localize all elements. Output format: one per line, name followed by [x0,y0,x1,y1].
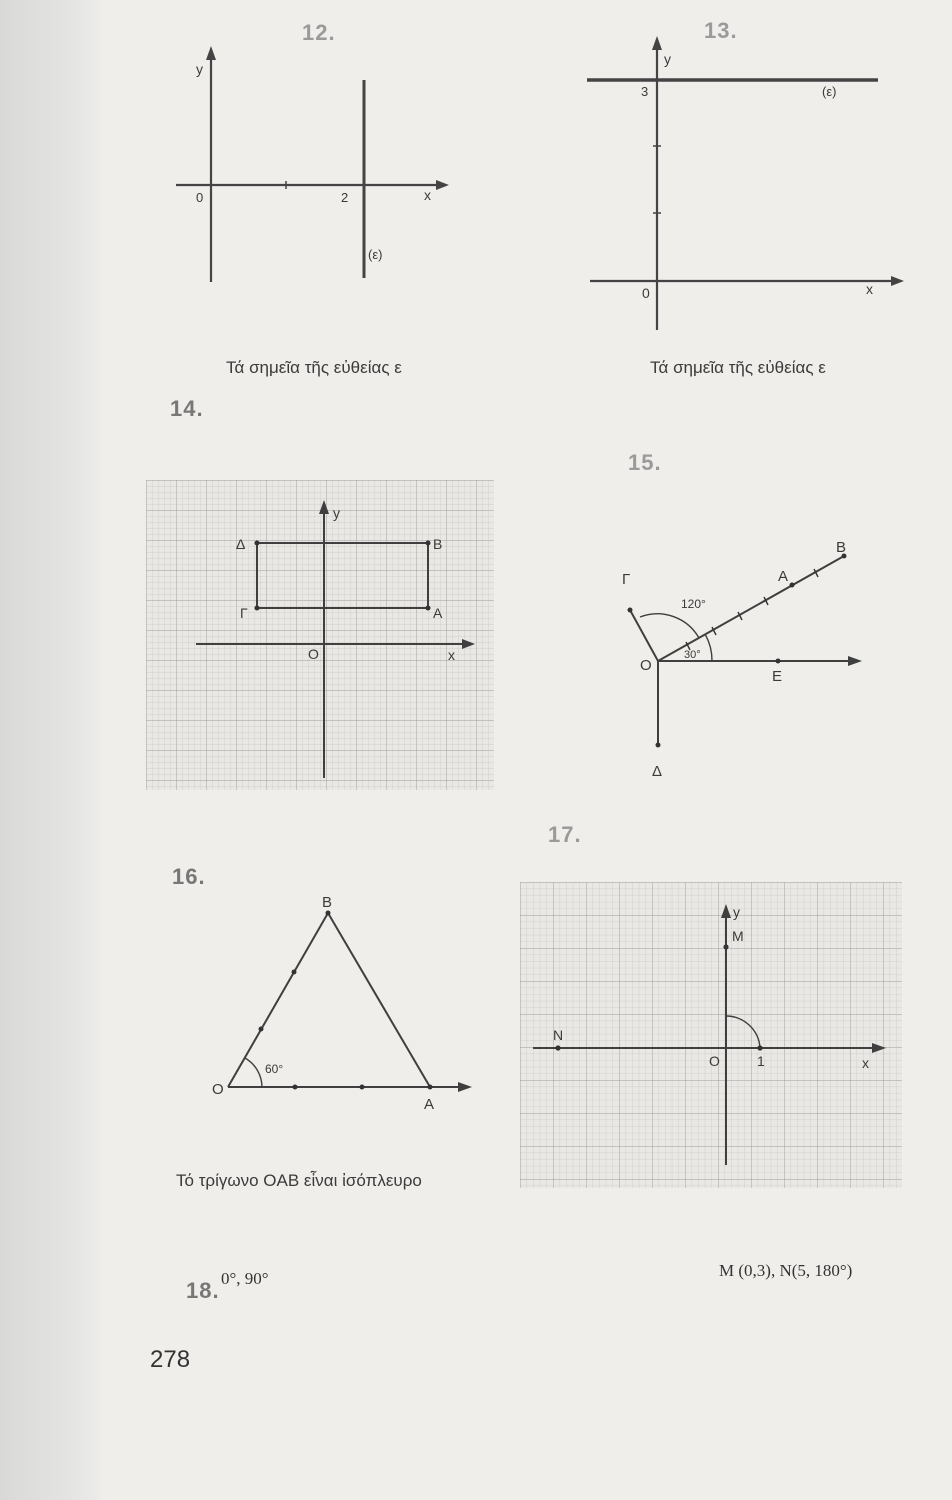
fig12-label-y: y [196,61,203,77]
fig12-label-x: x [424,187,431,203]
problem-18-answer: 0°, 90° [221,1269,269,1288]
problem-14-number: 14. [170,396,204,421]
problem-12-number: 12. [302,20,336,45]
fig14-label-point: Γ [240,605,248,621]
fig16-label-point: O [212,1081,224,1098]
fig14-label-point: Β [433,536,443,552]
fig15-label-point: Δ [652,763,663,780]
fig14-label-point: Α [433,605,443,621]
fig12-label-tick: 2 [341,190,349,205]
fig13-label-line: (ε) [822,84,837,99]
page-number: 278 [150,1346,191,1373]
fig17-label-point: M [732,928,744,944]
problem-17-number: 17. [548,822,582,847]
fig17-label-point: N [553,1027,564,1043]
fig17-label-tick: 1 [757,1053,765,1069]
problem-17-answer: M (0,3), N(5, 180°) [719,1261,853,1280]
fig17-label-y: y [733,904,740,920]
fig17-label-x: x [862,1055,869,1071]
fig12-label-line: (ε) [368,247,383,262]
fig15-label-point: Α [778,568,789,585]
fig14-label-point: Δ [236,536,246,552]
fig15-label-origin: O [640,657,652,674]
fig14-label-x: x [448,647,455,663]
fig16-label-point: Β [322,894,333,911]
fig15-label-point: Γ [622,571,631,588]
fig17-label-origin: O [709,1053,720,1069]
problem-12-caption: Τά σημεῖα τῆς εὐθείας ε [226,358,402,377]
problem-13-number: 13. [704,18,738,43]
fig13-label-x: x [866,281,873,297]
fig14-label-y: y [333,505,340,521]
fig13-label-y: y [664,51,671,67]
fig15-label-angle-30: 30° [684,649,701,661]
problem-16-number: 16. [172,864,206,889]
problem-18-number: 18. [186,1278,220,1303]
problem-16-caption: Τό τρίγωνο OAB εἶναι ἰσόπλευρο [176,1171,422,1190]
fig16-label-angle: 60° [265,1062,284,1076]
problem-15-number: 15. [628,450,662,475]
fig14-label-origin: O [308,646,319,662]
fig12-label-origin: 0 [196,190,204,205]
fig15-label-point: Β [836,539,847,556]
problem-13-caption: Τά σημεῖα τῆς εὐθείας ε [650,358,826,377]
fig13-label-origin: 0 [642,285,650,301]
fig13-label-tick: 3 [641,84,649,99]
fig15-label-angle-120: 120° [681,597,706,611]
fig16-label-point: Α [424,1096,435,1113]
fig15-label-point: Ε [772,668,783,685]
